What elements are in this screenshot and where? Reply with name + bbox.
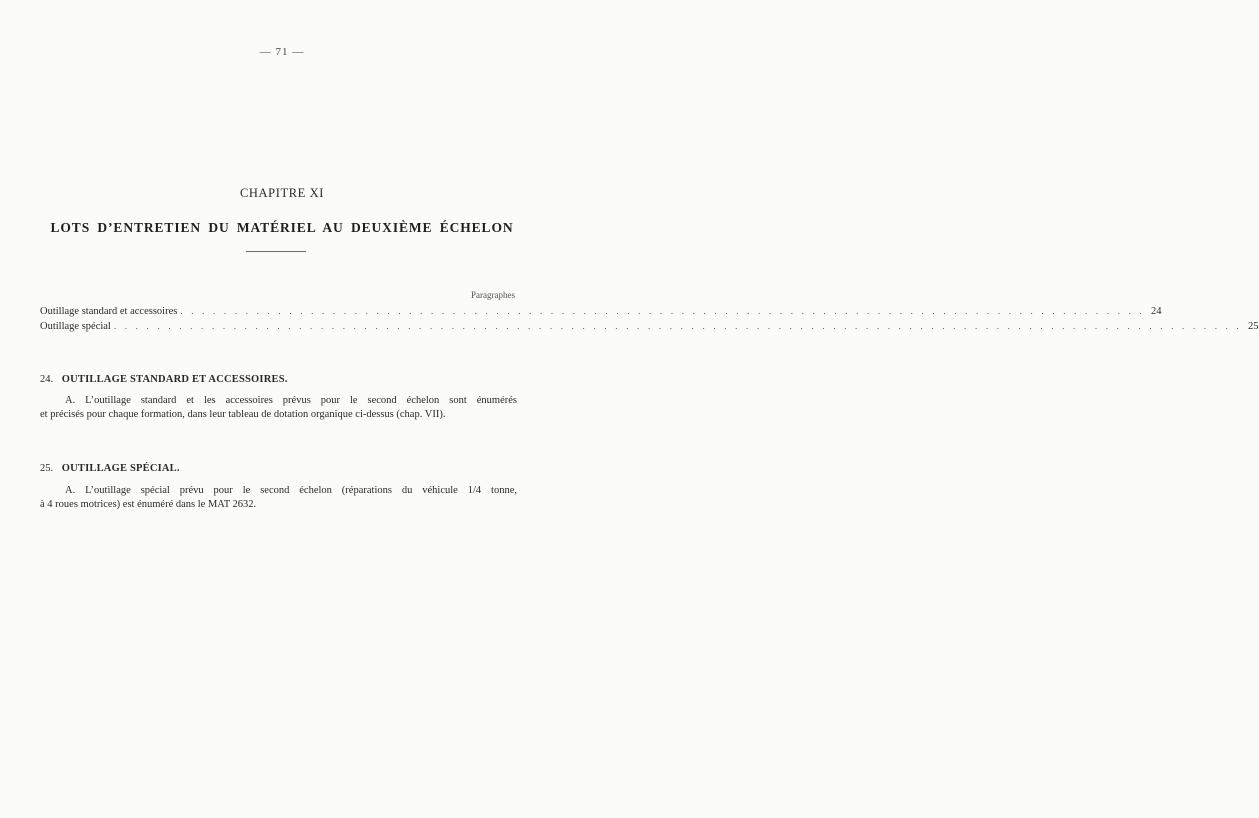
chapter-title: LOTS D’ENTRETIEN DU MATÉRIEL AU DEUXIÈME ÉCHELON xyxy=(50,220,514,235)
paragraph-line: A. L’outillage standard et les accessoires prévus pour le second échelon sont énumérés xyxy=(65,395,517,406)
page-number: — 71 — xyxy=(259,46,305,58)
toc-entry-number: 25 xyxy=(1248,321,1259,332)
toc-dot-leader: . . . . . . . . . . . . . . . . . . . . . . . . . . . . . . . . . . . . . . . . . . . . . . . . . . . . . . . . . . . . . . . . . . . . . . . . . . . . . . . . . . . . . . . . . xyxy=(180,306,1145,316)
section-number: 25. xyxy=(40,463,54,474)
section-title: OUTILLAGE STANDARD ET ACCESSOIRES. xyxy=(61,374,288,385)
toc-entry-number: 24 xyxy=(1150,306,1162,317)
section-number: 24. xyxy=(40,374,54,385)
chapter-label: CHAPITRE XI xyxy=(239,186,325,200)
toc-header: Paragraphes xyxy=(471,290,515,300)
toc-entry-label: Outillage spécial xyxy=(40,321,111,332)
section-title: OUTILLAGE SPÉCIAL. xyxy=(61,463,180,474)
paragraph-line: à 4 roues motrices) est énuméré dans le MAT 2632. xyxy=(40,499,257,510)
section-heading xyxy=(40,463,520,474)
section-paragraph xyxy=(40,394,517,422)
toc-entry xyxy=(40,321,1259,336)
paragraph-line: et précisés pour chaque formation, dans leur tableau de dotation organique ci-dessus (chap. VII). xyxy=(40,409,446,420)
paragraph-line: A. L’outillage spécial prévu pour le second échelon (réparations du véhicule 1/4 tonne, xyxy=(65,485,517,496)
section-paragraph xyxy=(40,484,517,512)
section-heading xyxy=(40,374,520,385)
toc-entry-label: Outillage standard et accessoires xyxy=(40,306,178,317)
toc-entry xyxy=(40,306,1162,321)
toc-dot-leader: . . . . . . . . . . . . . . . . . . . . . . . . . . . . . . . . . . . . . . . . . . . . . . . . . . . . . . . . . . . . . . . . . . . . . . . . . . . . . . . . . . . . . . . . . . . . . . . . . . . . . . . . xyxy=(113,321,1243,331)
title-divider xyxy=(246,251,306,252)
